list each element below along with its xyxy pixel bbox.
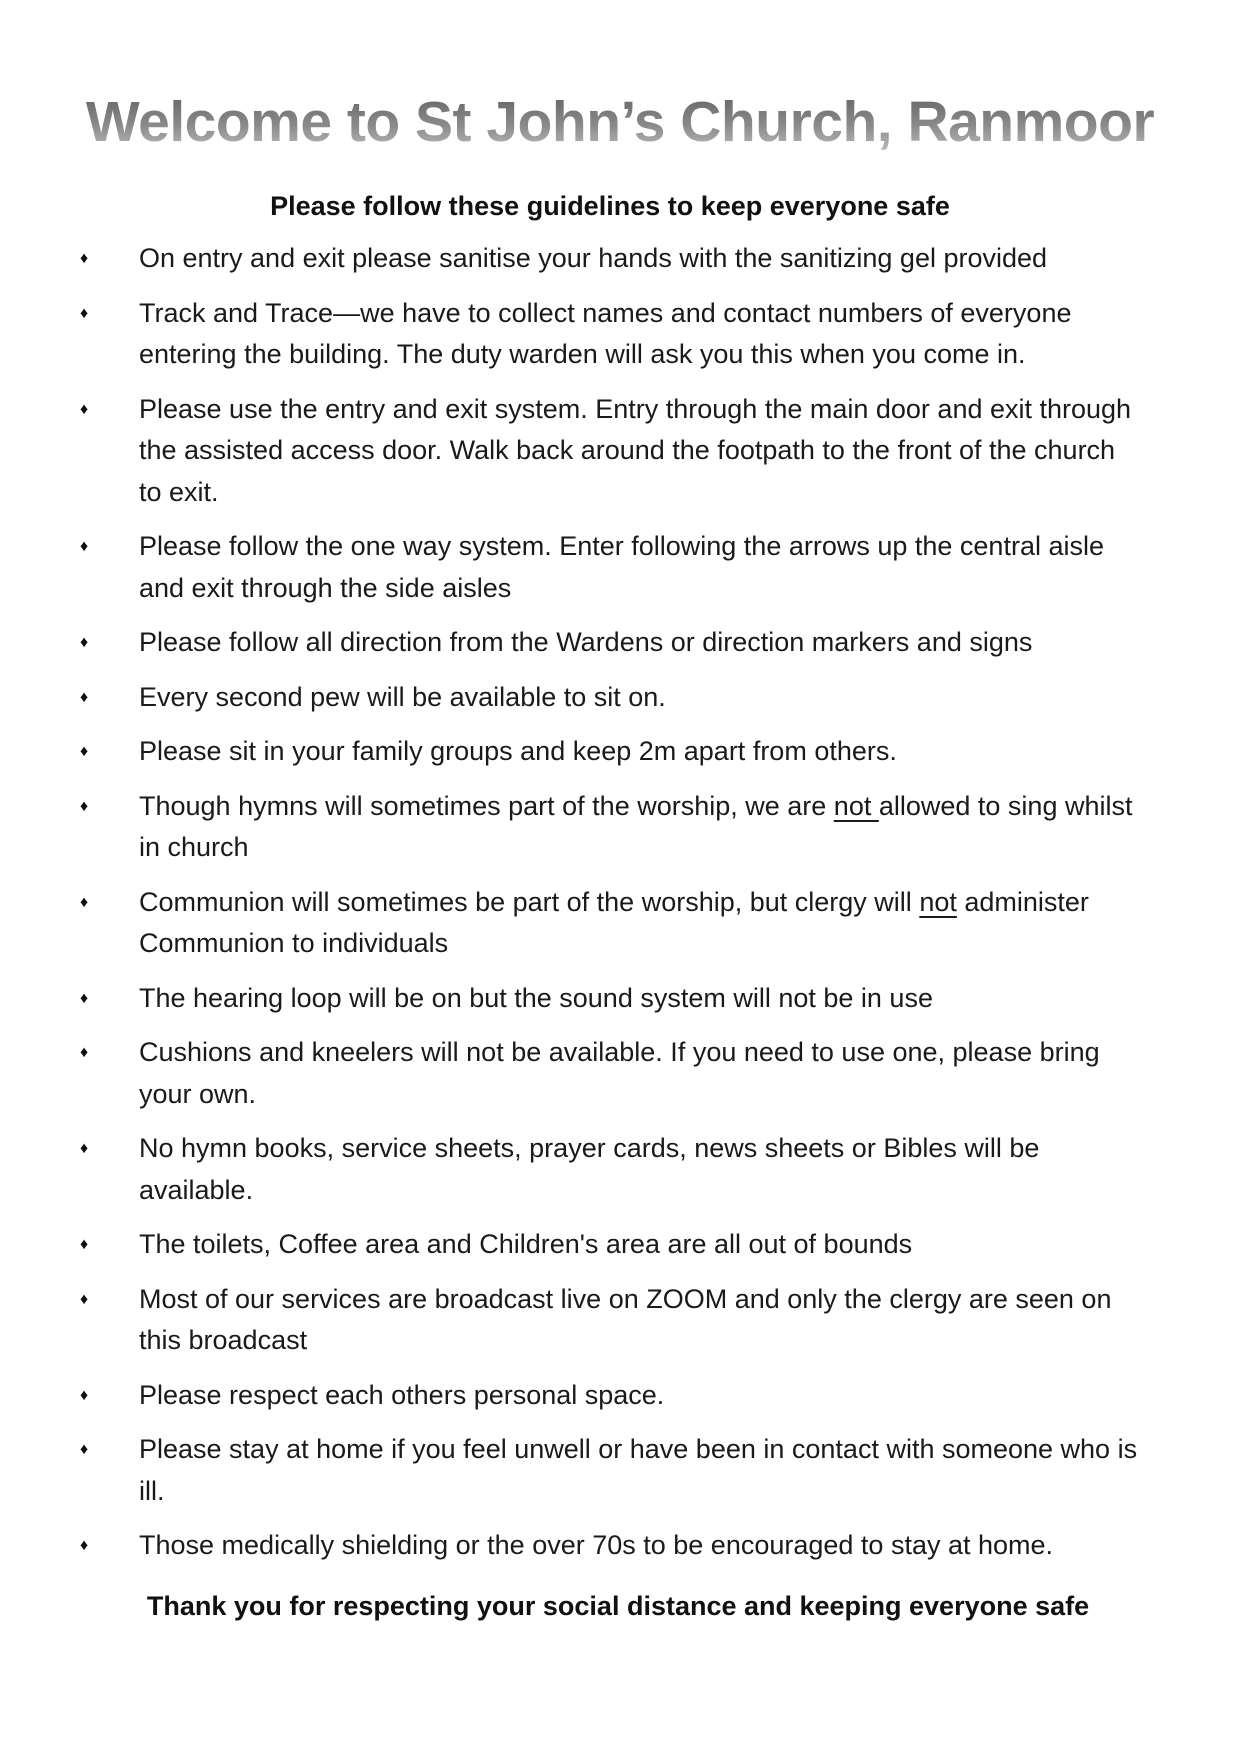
guideline-item (80, 622, 1140, 664)
diamond-bullet-icon: ♦ (80, 250, 89, 267)
diamond-bullet-icon: ♦ (80, 1140, 89, 1157)
diamond-bullet-icon: ♦ (80, 1441, 89, 1458)
guideline-text: Every second pew will be available to sit on. (139, 681, 666, 712)
diamond-bullet-icon: ♦ (80, 400, 89, 418)
closing-message: Thank you for respecting your social distance and keeping everyone safe (146, 1591, 1090, 1621)
guideline-text: Please stay at home if you feel unwell or have been in contact with someone who is ill. (139, 1434, 1138, 1506)
page-subtitle: Please follow these guidelines to keep everyone safe (270, 191, 950, 221)
guidelines-list (80, 238, 1140, 1580)
guideline-item (80, 677, 1140, 719)
diamond-bullet-icon: ♦ (80, 1236, 89, 1253)
guideline-text: No hymn books, service sheets, prayer cards, news sheets or Bibles will be available. (139, 1133, 1040, 1205)
underlined-emphasis: not (919, 886, 957, 917)
page-title: Welcome to St John’s Church, Ranmoor (0, 88, 1240, 156)
guideline-text-after: administer Communion to individuals (139, 886, 1089, 958)
guideline-item (80, 1224, 1140, 1266)
guideline-text-before: Communion will sometimes be part of the worship, but clergy will (139, 886, 920, 917)
diamond-bullet-icon: ♦ (80, 1386, 89, 1404)
guideline-text: On entry and exit please sanitise your hands with the sanitizing gel provided (139, 243, 1048, 273)
guideline-text-after: allowed to sing whilst in church (139, 790, 1133, 862)
guideline-text: Please respect each others personal space. (139, 1379, 665, 1410)
guideline-item (80, 978, 1140, 1020)
diamond-bullet-icon: ♦ (80, 1044, 89, 1061)
guideline-item (80, 526, 1140, 609)
diamond-bullet-icon: ♦ (80, 989, 89, 1007)
diamond-bullet-icon: ♦ (80, 688, 89, 706)
guideline-item (80, 786, 1140, 869)
guideline-item (80, 1128, 1140, 1211)
diamond-bullet-icon: ♦ (80, 634, 89, 651)
guideline-text: The toilets, Coffee area and Children's area are all out of bounds (139, 1229, 913, 1259)
guideline-text: Please follow all direction from the Wardens or direction markers and signs (139, 627, 1033, 657)
guideline-text: Please follow the one way system. Enter following the arrows up the central aisle and exit through the side aisles (139, 531, 1104, 603)
diamond-bullet-icon: ♦ (80, 893, 89, 911)
diamond-bullet-icon: ♦ (80, 538, 89, 555)
guideline-text: Cushions and kneelers will not be available. If you need to use one, please bring your own. (139, 1037, 1100, 1109)
diamond-bullet-icon: ♦ (80, 797, 89, 815)
guideline-item (80, 238, 1140, 280)
diamond-bullet-icon: ♦ (80, 743, 89, 760)
guideline-item (80, 882, 1140, 965)
guideline-text-before: Though hymns will sometimes part of the worship, we are (139, 790, 834, 821)
guideline-item (80, 731, 1140, 773)
guideline-text: Track and Trace—we have to collect names and contact numbers of everyone entering the building. The duty warden will ask you this when you come in. (139, 297, 1072, 369)
guideline-text: Please sit in your family groups and keep 2m apart from others. (139, 736, 897, 766)
guideline-item (80, 389, 1140, 514)
guideline-item (80, 1279, 1140, 1362)
diamond-bullet-icon: ♦ (80, 304, 89, 322)
guideline-item (80, 1525, 1140, 1567)
guideline-item (80, 1032, 1140, 1115)
guideline-item (80, 293, 1140, 376)
diamond-bullet-icon: ♦ (80, 1537, 89, 1554)
guideline-text: Those medically shielding or the over 70s to be encouraged to stay at home. (139, 1530, 1054, 1560)
diamond-bullet-icon: ♦ (80, 1290, 89, 1308)
guideline-text: Most of our services are broadcast live on ZOOM and only the clergy are seen on this broadcast (139, 1283, 1112, 1355)
guideline-item (80, 1429, 1140, 1512)
guideline-text: Please use the entry and exit system. Entry through the main door and exit through the assisted access door. Walk back around the footpath to the front of the church to exit. (139, 393, 1132, 507)
underlined-emphasis: not (833, 790, 879, 821)
guideline-text: The hearing loop will be on but the sound system will not be in use (139, 982, 933, 1013)
guideline-item (80, 1375, 1140, 1417)
